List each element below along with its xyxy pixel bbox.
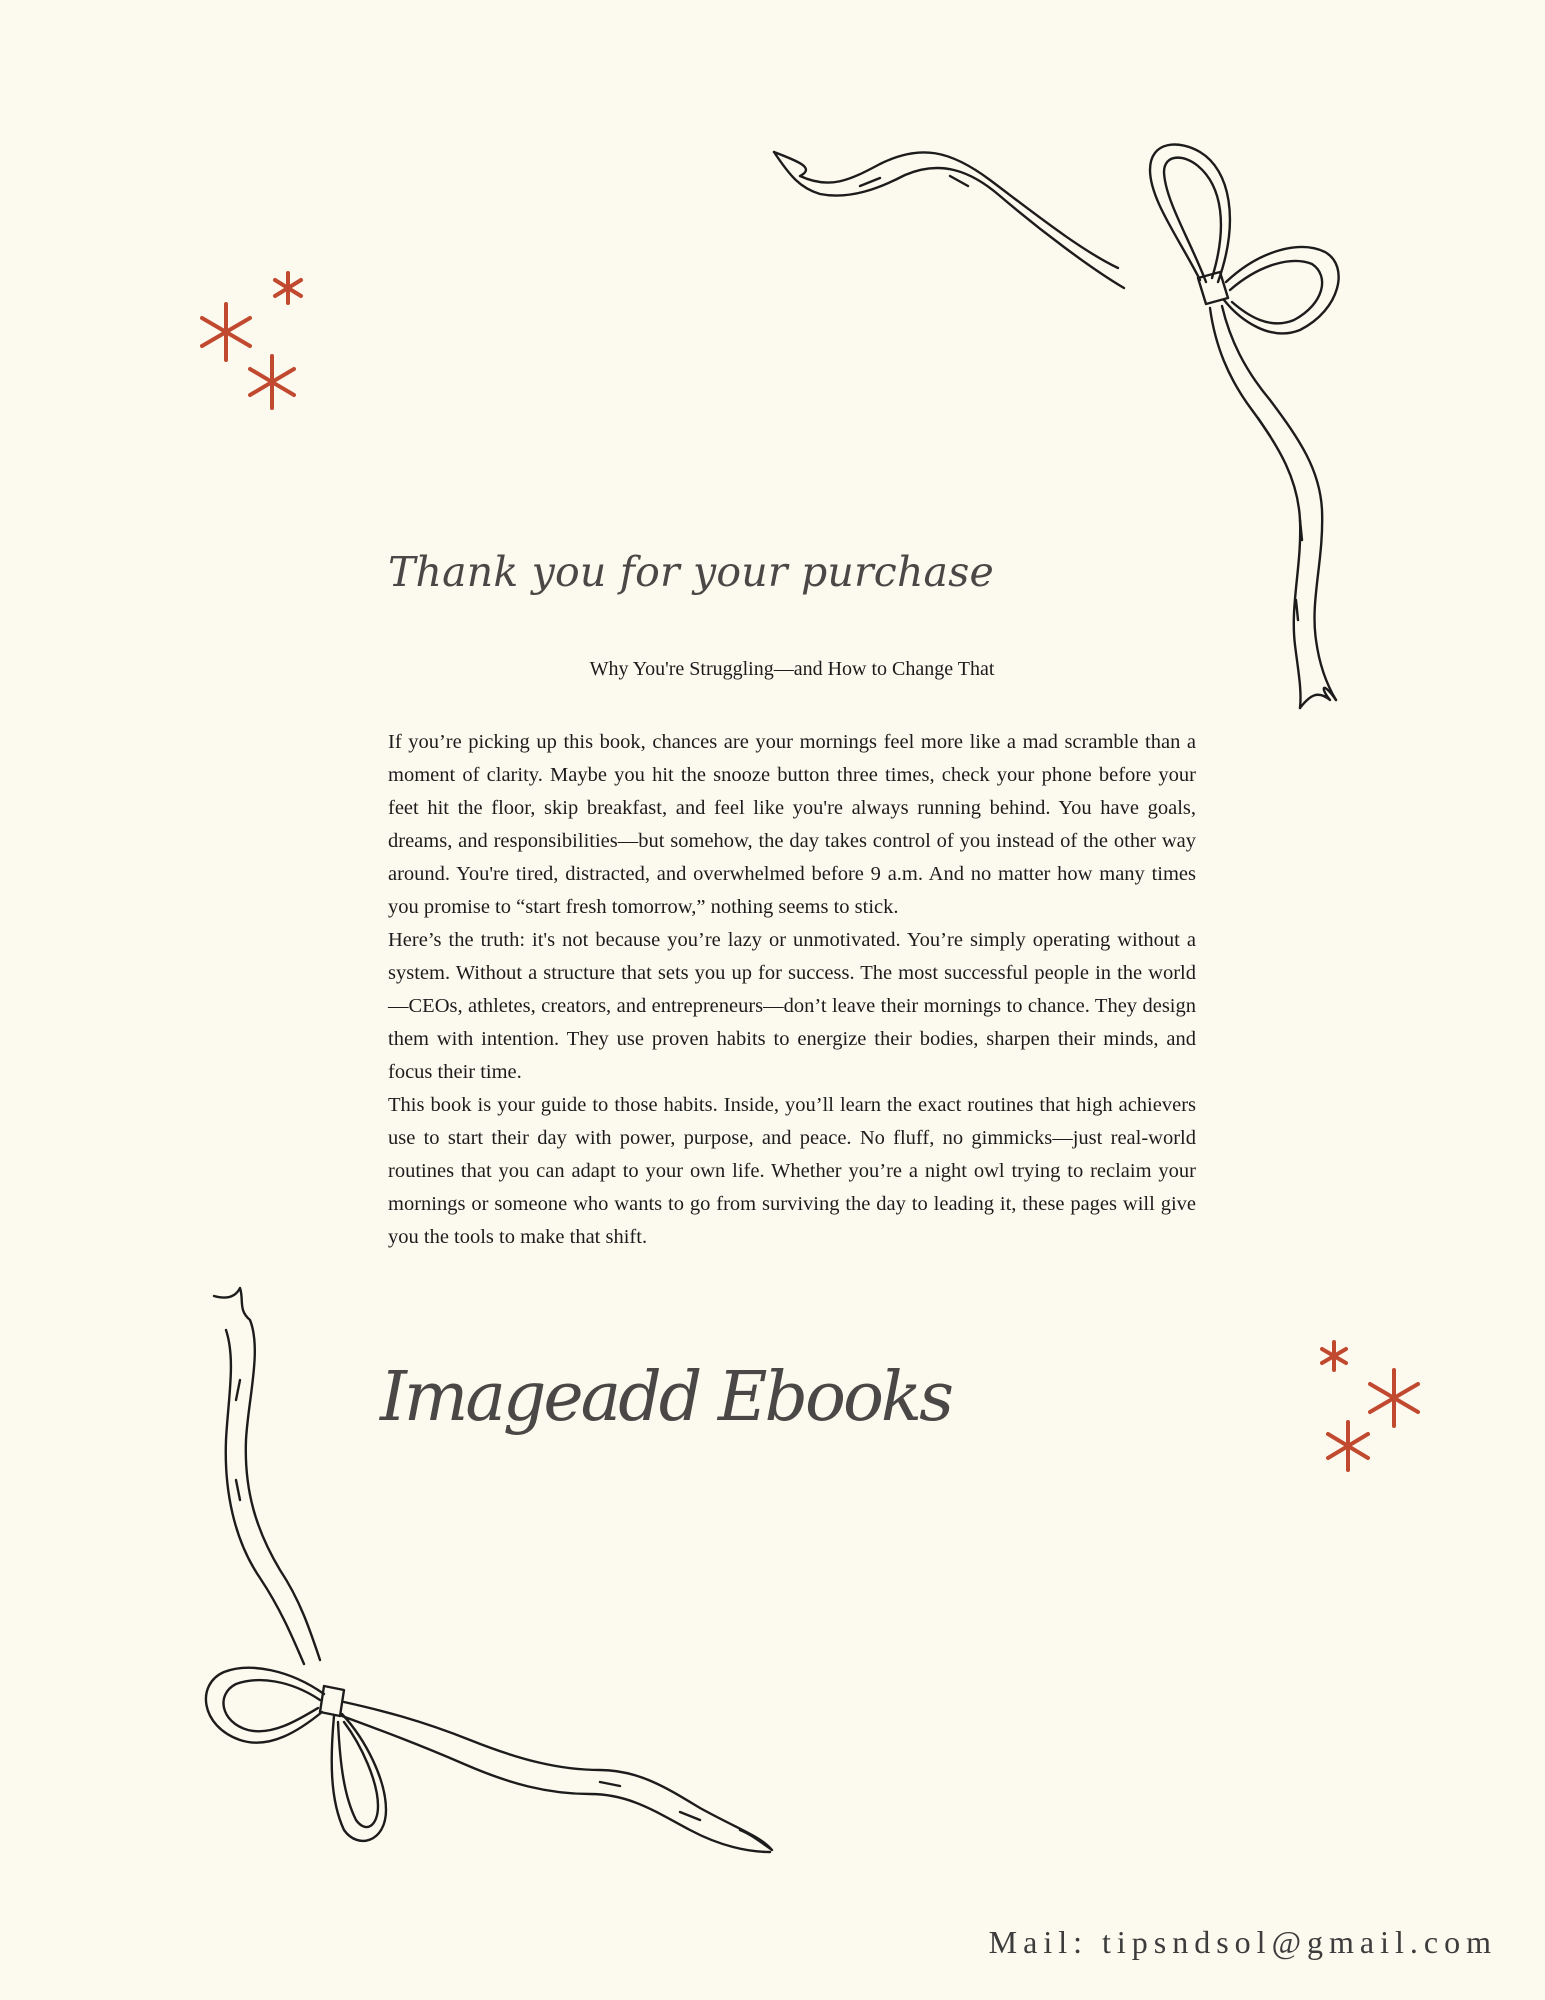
section-subtitle: Why You're Struggling—and How to Change That [589,658,995,680]
sparkle-icon [202,304,250,360]
sparkle-icon [1370,1370,1418,1426]
sparkle-icon [1322,1342,1346,1370]
paragraph: Here’s the truth: it's not because you’re lazy or unmotivated. You’re simply operating without a system. Without a structure that sets you up for success. The most successful people in the world—CEOs, athletes, creators, and entrepreneurs—don’t leave their mornings to chance. They design them with intention. They use proven habits to energize their bodies, sharpen their minds, and focus their time. [388,929,1196,1083]
sparkle-icon [250,356,294,408]
paragraph: This book is your guide to those habits. Inside, you’ll learn the exact routines that high achievers use to start their day with power, purpose, and peace. No fluff, no gimmicks—just real-world routines that you can adapt to your own life. Whether you’re a night owl trying to reclaim your mornings or someone who wants to go from surviving the day to leading it, these pages will give you the tools to make that shift. [388,1094,1196,1248]
ribbon-bow-top-right-icon [774,145,1339,708]
body-text [388,726,1196,1254]
signature: Imageadd Ebooks [380,1358,952,1437]
sparkle-icon [1328,1422,1368,1470]
paragraph: If you’re picking up this book, chances are your mornings feel more like a mad scramble than a moment of clarity. Maybe you hit the snooze button three times, check your phone before your feet hit the floor, skip breakfast, and feel like you're always running behind. You have goals, dreams, and responsibilities—but somehow, the day takes control of you instead of the other way around. You're tired, distracted, and overwhelmed before 9 a.m. And no matter how many times you promise to “start fresh tomorrow,” nothing seems to stick. [388,731,1196,918]
sparkle-icon-top-left-group [202,273,301,408]
contact-email[interactable]: Mail: tipsndsol@gmail.com [988,1924,1497,1960]
page-title: Thank you for your purchase [388,548,994,596]
sparkle-icon-bottom-right-group [1322,1342,1418,1470]
sparkle-icon [275,273,301,303]
